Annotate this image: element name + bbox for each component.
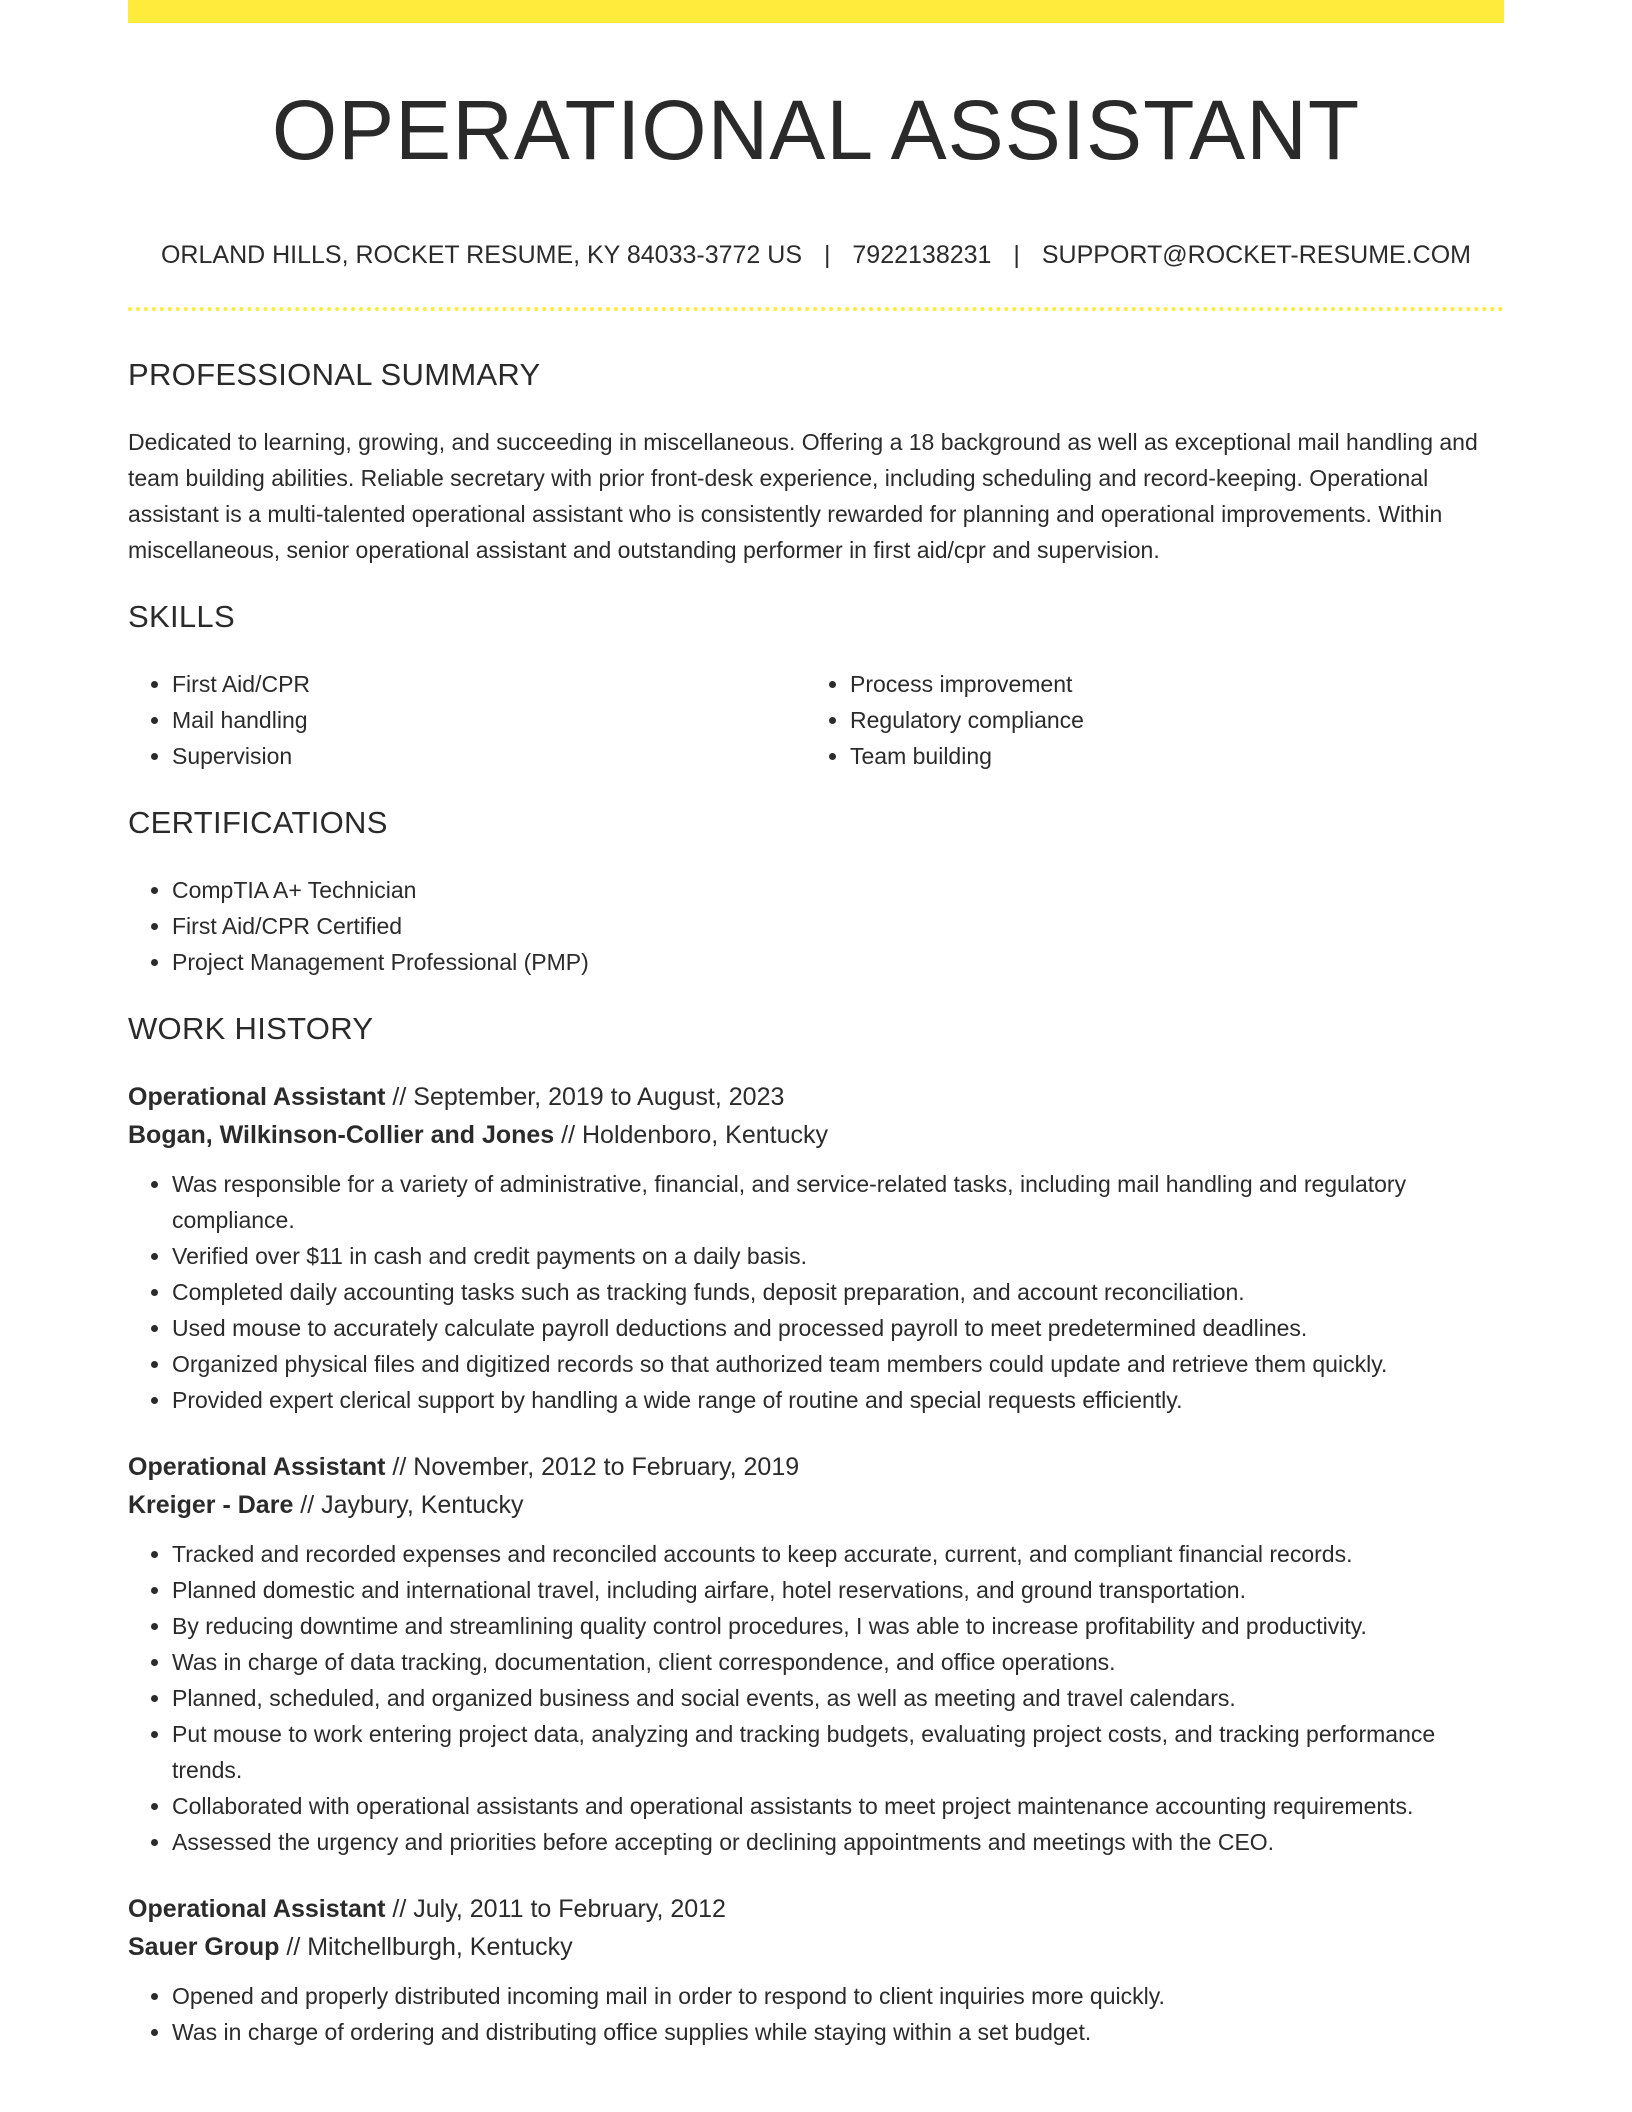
- job-bullet: • Provided expert clerical support by handling a wide range of routine and special requests efficiently.: [172, 1382, 1504, 1418]
- job-bullet: • Was in charge of data tracking, documentation, client correspondence, and office operations.: [172, 1644, 1504, 1680]
- job-bullet: • Organized physical files and digitized records so that authorized team members could update and retrieve them quickly.: [172, 1346, 1504, 1382]
- skill-item: • First Aid/CPR: [172, 666, 806, 702]
- job-bullet: • Was responsible for a variety of administrative, financial, and service-related tasks, including mail handling and regulatory compliance.: [172, 1166, 1504, 1238]
- job-bullet: • Used mouse to accurately calculate payroll deductions and processed payroll to meet predetermined deadlines.: [172, 1310, 1504, 1346]
- job-entry: [128, 1078, 1504, 1418]
- skill-item: • Regulatory compliance: [850, 702, 1484, 738]
- job-title-line: [128, 1890, 1504, 1928]
- skills-list-right: [806, 666, 1484, 774]
- job-company: Bogan, Wilkinson-Collier and Jones: [128, 1121, 555, 1149]
- job-dates: // November, 2012 to February, 2019: [385, 1453, 800, 1481]
- skill-item: • Mail handling: [172, 702, 806, 738]
- contact-address: ORLAND HILLS, ROCKET RESUME, KY 84033-3772 US: [160, 241, 802, 269]
- job-company: Sauer Group: [128, 1933, 280, 1961]
- work-history-section: [128, 1006, 1504, 2050]
- skills-list-left: [128, 666, 806, 774]
- accent-top-bar: [128, 0, 1504, 23]
- contact-separator: |: [823, 241, 831, 269]
- job-bullet: • Planned domestic and international travel, including airfare, hotel reservations, and ground transportation.: [172, 1572, 1504, 1608]
- job-bullet: • Verified over $11 in cash and credit payments on a daily basis.: [172, 1238, 1504, 1274]
- section-title-summary: PROFESSIONAL SUMMARY: [128, 357, 541, 392]
- job-title: Operational Assistant: [128, 1453, 386, 1481]
- job-dates: // July, 2011 to February, 2012: [385, 1895, 726, 1923]
- job-title: Operational Assistant: [128, 1083, 386, 1111]
- job-title: Operational Assistant: [128, 1895, 386, 1923]
- contact-line: [128, 238, 1504, 272]
- certification-item: • First Aid/CPR Certified: [172, 908, 1504, 944]
- skill-item: • Process improvement: [850, 666, 1484, 702]
- certifications-list: [128, 872, 1504, 980]
- job-bullet: • Planned, scheduled, and organized business and social events, as well as meeting and travel calendars.: [172, 1680, 1504, 1716]
- job-company-line: [128, 1116, 1504, 1154]
- job-company: Kreiger - Dare: [128, 1491, 294, 1519]
- job-location: // Mitchellburgh, Kentucky: [279, 1933, 573, 1961]
- section-title-skills: SKILLS: [128, 599, 235, 634]
- contact-email: SUPPORT@ROCKET-RESUME.COM: [1041, 241, 1471, 269]
- job-bullet: • Tracked and recorded expenses and reconciled accounts to keep accurate, current, and compliant financial records.: [172, 1536, 1504, 1572]
- summary-text: Dedicated to learning, growing, and succeeding in miscellaneous. Offering a 18 background as well as exceptional mail handling and team building abilities. Reliable secretary with prior front-desk experience, including scheduling and record-keeping. Operational assistant is a multi-talented operational assistant who is consistently rewarded for planning and operational improvements. Within miscellaneous, senior operational assistant and outstanding performer in first aid/cpr and supervision.: [128, 429, 1478, 563]
- job-bullet: • By reducing downtime and streamlining quality control procedures, I was able to increase profitability and productivity.: [172, 1608, 1504, 1644]
- job-bullet: • Was in charge of ordering and distributing office supplies while staying within a set budget.: [172, 2014, 1504, 2050]
- certification-item: • CompTIA A+ Technician: [172, 872, 1504, 908]
- skills-section: [128, 594, 1504, 774]
- skill-item: • Supervision: [172, 738, 806, 774]
- job-title-line: [128, 1448, 1504, 1486]
- section-title-work-history: WORK HISTORY: [128, 1011, 374, 1046]
- header-divider: [128, 307, 1504, 311]
- job-bullet: • Put mouse to work entering project data, analyzing and tracking budgets, evaluating project costs, and tracking performance trends.: [172, 1716, 1504, 1788]
- job-bullet: • Completed daily accounting tasks such as tracking funds, deposit preparation, and account reconciliation.: [172, 1274, 1504, 1310]
- resume-content: [128, 352, 1504, 2080]
- job-bullets: [128, 1978, 1504, 2050]
- certification-item: • Project Management Professional (PMP): [172, 944, 1504, 980]
- job-bullet: • Opened and properly distributed incoming mail in order to respond to client inquiries more quickly.: [172, 1978, 1504, 2014]
- contact-phone: 7922138231: [852, 241, 992, 269]
- job-bullet: • Assessed the urgency and priorities before accepting or declining appointments and meetings with the CEO.: [172, 1824, 1504, 1860]
- job-dates: // September, 2019 to August, 2023: [385, 1083, 785, 1111]
- job-company-line: [128, 1928, 1504, 1966]
- contact-separator: |: [1013, 241, 1020, 269]
- job-company-line: [128, 1486, 1504, 1524]
- skill-item: • Team building: [850, 738, 1484, 774]
- section-title-certifications: CERTIFICATIONS: [128, 805, 388, 840]
- job-location: // Jaybury, Kentucky: [293, 1491, 524, 1519]
- job-entry: [128, 1890, 1504, 2050]
- job-title-line: [128, 1078, 1504, 1116]
- certifications-section: [128, 800, 1504, 980]
- job-location: // Holdenboro, Kentucky: [554, 1121, 828, 1149]
- job-bullets: [128, 1536, 1504, 1860]
- job-bullet: • Collaborated with operational assistants and operational assistants to meet project maintenance accounting requirements.: [172, 1788, 1504, 1824]
- candidate-name: OPERATIONAL ASSISTANT: [271, 83, 1361, 177]
- skills-columns: [128, 666, 1504, 774]
- job-bullets: [128, 1166, 1504, 1418]
- job-entry: [128, 1448, 1504, 1860]
- summary-section: [128, 352, 1504, 568]
